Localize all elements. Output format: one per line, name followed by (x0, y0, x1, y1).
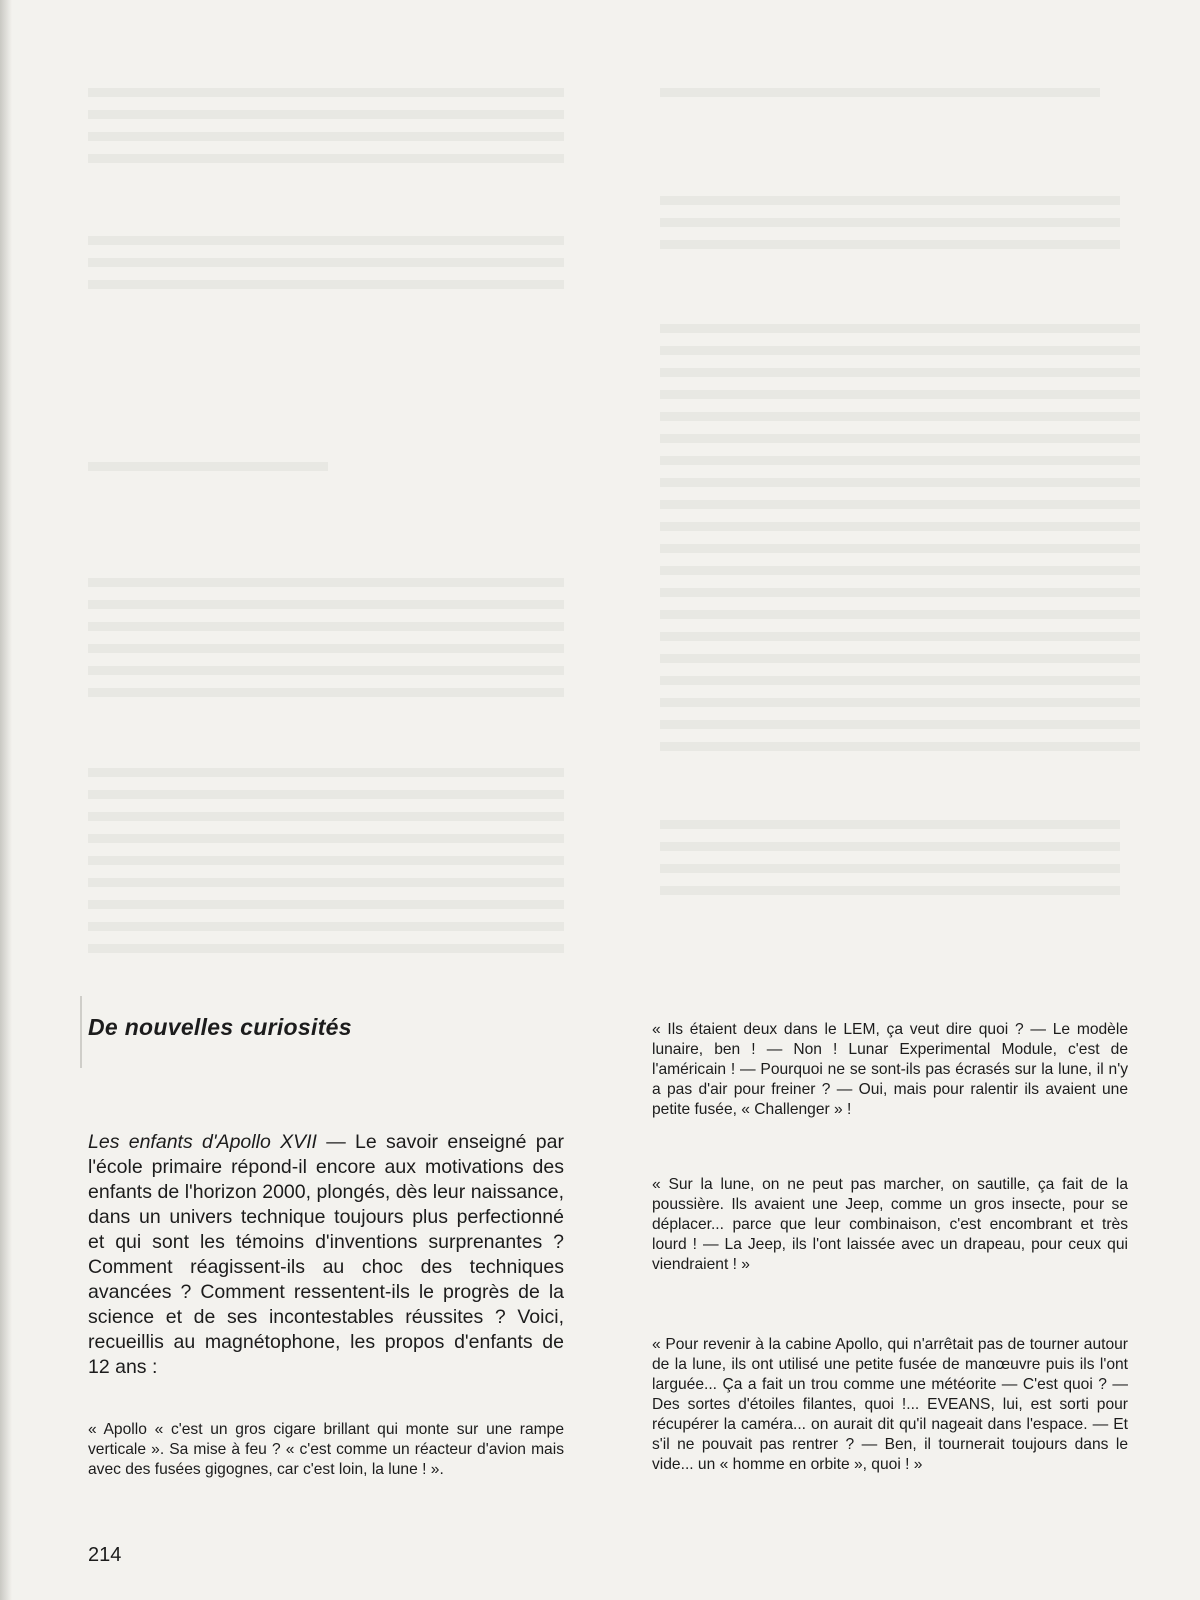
intro-paragraph (88, 1130, 564, 1380)
page-number: 214 (88, 1544, 122, 1566)
apollo-quote: « Apollo « c'est un gros cigare brillant qui monte sur une rampe verticale ». Sa mise à feu ? « c'est comme un réacteur d'avion mais avec des fusées gigognes, car c'est loin, la lune ! ». (88, 1421, 564, 1478)
intro-lead: Les enfants d'Apollo XVII (88, 1131, 317, 1153)
moon-walk-quote: « Sur la lune, on ne peut pas marcher, on sautille, ça fait de la poussière. Ils avaient une Jeep, comme un gros insecte, pour se déplacer... parce que leur combinaison, c'est encombrant et très lourd ! — La Jeep, ils l'ont laissée avec un drapeau, pour ceux qui viendraient ! » (652, 1176, 1128, 1273)
cabin-return-quote: « Pour revenir à la cabine Apollo, qui n'arrêtait pas de tourner autour de la lune, ils ont utilisé une petite fusée de manœuvre puis ils l'ont larguée... Ça a fait un trou comme une météorite — C'est quoi ? — Des sortes d'étoiles filantes, quoi !... EVEANS, lui, est sorti pour récupérer la caméra... on aurait dit qu'il nageait dans l'espace. — Et s'il ne pouvait pas rentrer ? — Ben, il tournerait toujours dans le vide... un « homme en orbite », quoi ! » (652, 1336, 1128, 1473)
section-heading: De nouvelles curiosités (88, 1014, 352, 1040)
intro-text: — Le savoir enseigné par l'école primaire répond-il encore aux motivations des enfants de l'horizon 2000, plongés, dès leur naissance, dans un univers technique toujours plus perfectionné et qui sont les témoins d'inventions surprenantes ? Comment réagissent-ils au choc des techniques avancées ? Comment ressentent-ils le progrès de la science et de ses incontestables réussites ? Voici, recueillis au magnétophone, les propos d'enfants de 12 ans : (88, 1131, 564, 1378)
page-edge-shadow (0, 0, 12, 1600)
heading-margin-rule (80, 996, 82, 1068)
show-through-block (660, 88, 1100, 110)
show-through-block (660, 196, 1120, 262)
show-through-block (660, 324, 1140, 764)
show-through-block (88, 88, 564, 176)
show-through-block (660, 820, 1120, 908)
show-through-block (88, 462, 328, 484)
show-through-block (88, 768, 564, 964)
show-through-block (88, 578, 564, 710)
show-through-block (88, 236, 564, 302)
lem-quote: « Ils étaient deux dans le LEM, ça veut dire quoi ? — Le modèle lunaire, ben ! — Non ! Lunar Experimental Module, c'est de l'américain ! — Pourquoi ne se sont-ils pas écrasés sur la lune, il n'y a pas d'air pour freiner ? — Oui, mais pour ralentir ils avaient une petite fusée, « Challenger » ! (652, 1021, 1128, 1118)
